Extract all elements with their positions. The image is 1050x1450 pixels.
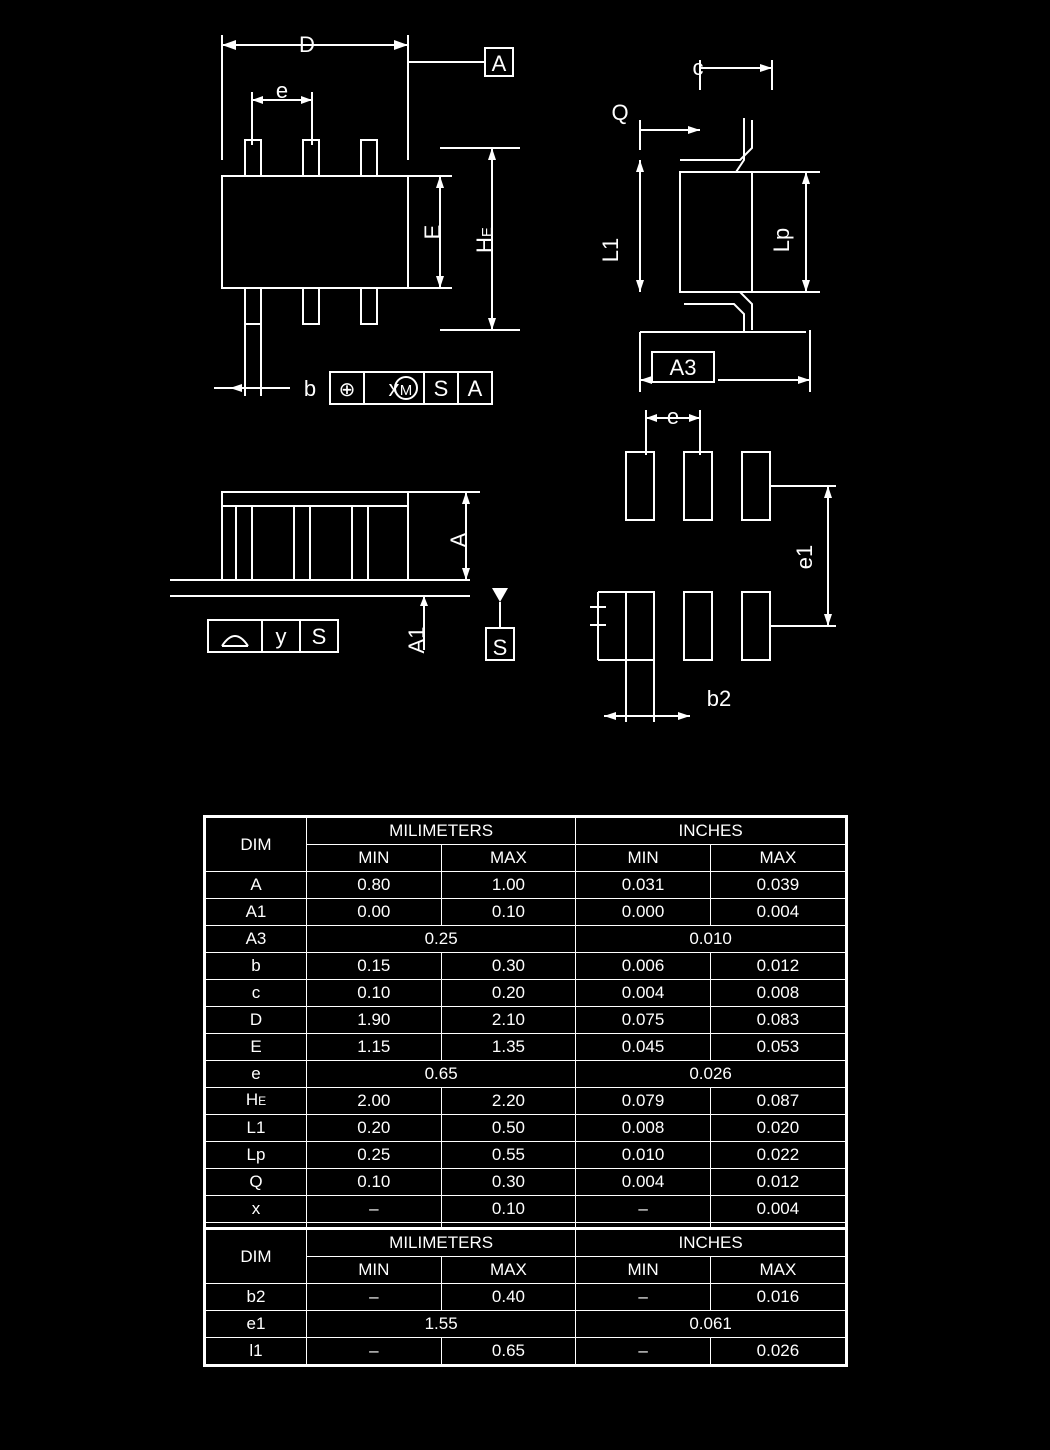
cell-mm-min: 0.20 xyxy=(307,1115,442,1142)
cell-mm-min: 1.90 xyxy=(307,1007,442,1034)
cell-dim: E xyxy=(206,1034,307,1061)
cell-mm-min: – xyxy=(307,1196,442,1223)
cell-mm-max: 2.20 xyxy=(441,1088,576,1115)
header-inches: INCHES xyxy=(576,818,845,845)
cell-mm-max: 0.10 xyxy=(441,899,576,926)
cell-in-min: 0.006 xyxy=(576,953,711,980)
label-S-right: S xyxy=(492,635,508,660)
fcs-tolerance-x: x xyxy=(388,376,400,401)
cell-mm-min: – xyxy=(307,1338,442,1365)
table-row xyxy=(206,980,845,1007)
cell-dim: c xyxy=(206,980,307,1007)
header-mm-max: MAX xyxy=(441,1257,576,1284)
cell-dim: b xyxy=(206,953,307,980)
fcs-datum-a: A xyxy=(467,376,483,401)
cell-mm-min: 2.00 xyxy=(307,1088,442,1115)
cell-in-value: 0.010 xyxy=(576,926,845,953)
label-Lp: Lp xyxy=(769,227,794,253)
fcs-datum-s: S xyxy=(433,376,449,401)
label-A3: A3 xyxy=(669,355,697,380)
cell-mm-max: 0.10 xyxy=(441,1196,576,1223)
cell-mm-min: 0.10 xyxy=(307,1169,442,1196)
header-mm-max: MAX xyxy=(441,845,576,872)
cell-dim: HE xyxy=(206,1088,307,1115)
cell-in-min: 0.045 xyxy=(576,1034,711,1061)
table-header-row xyxy=(206,818,845,845)
cell-in-min: 0.010 xyxy=(576,1142,711,1169)
fcs-symbol: ⊕ xyxy=(338,379,356,401)
cell-in-max: 0.020 xyxy=(710,1115,845,1142)
table-row xyxy=(206,1142,845,1169)
label-e1: e1 xyxy=(792,544,817,570)
cell-dim: Q xyxy=(206,1169,307,1196)
table-row xyxy=(206,1311,845,1338)
header-in-min: MIN xyxy=(576,1257,711,1284)
table-row xyxy=(206,1169,845,1196)
cell-in-min: 0.004 xyxy=(576,980,711,1007)
cell-mm-max: 0.30 xyxy=(441,1169,576,1196)
table-row xyxy=(206,872,845,899)
label-S-left: S xyxy=(311,624,327,649)
label-L1: L1 xyxy=(598,237,623,263)
label-y: y xyxy=(275,624,287,649)
label-HE: HE xyxy=(472,227,497,253)
cell-dim: A3 xyxy=(206,926,307,953)
header-dim: DIM xyxy=(206,818,307,872)
table-row xyxy=(206,899,845,926)
footprint-dimensions-table xyxy=(203,1227,848,1367)
label-Q: Q xyxy=(611,100,629,125)
cell-mm-min: 0.25 xyxy=(307,1142,442,1169)
main-dimensions-table xyxy=(203,815,848,1252)
label-b: b xyxy=(303,376,317,401)
table-row xyxy=(206,926,845,953)
cell-mm-max: 1.35 xyxy=(441,1034,576,1061)
cell-mm-max: 2.10 xyxy=(441,1007,576,1034)
header-mm-min: MIN xyxy=(307,1257,442,1284)
cell-in-max: 0.053 xyxy=(710,1034,845,1061)
label-D: D xyxy=(299,32,315,57)
table-row xyxy=(206,1034,845,1061)
header-mm-min: MIN xyxy=(307,845,442,872)
table-row xyxy=(206,1284,845,1311)
table-row xyxy=(206,1115,845,1142)
header-in-min: MIN xyxy=(576,845,711,872)
cell-in-max: 0.008 xyxy=(710,980,845,1007)
cell-mm-value: 0.25 xyxy=(307,926,576,953)
label-b2: b2 xyxy=(706,686,732,711)
header-millimeters: MILIMETERS xyxy=(307,818,576,845)
cell-in-max: 0.026 xyxy=(710,1338,845,1365)
cell-in-max: 0.083 xyxy=(710,1007,845,1034)
cell-in-min: 0.031 xyxy=(576,872,711,899)
label-e-top: e xyxy=(275,78,289,103)
cell-in-max: 0.022 xyxy=(710,1142,845,1169)
cell-in-value: 0.061 xyxy=(576,1311,845,1338)
label-datum-A: A xyxy=(491,51,507,76)
cell-dim: A xyxy=(206,872,307,899)
label-E: E xyxy=(420,224,445,240)
table-row xyxy=(206,953,845,980)
cell-in-max: 0.016 xyxy=(710,1284,845,1311)
cell-mm-min: – xyxy=(307,1284,442,1311)
cell-mm-max: 1.00 xyxy=(441,872,576,899)
label-c: c xyxy=(692,55,704,80)
cell-in-max: 0.012 xyxy=(710,1169,845,1196)
table-row xyxy=(206,1196,845,1223)
cell-in-min: 0.079 xyxy=(576,1088,711,1115)
fcs-modifier-m: M xyxy=(399,382,413,399)
table-row xyxy=(206,1061,845,1088)
table-row xyxy=(206,1007,845,1034)
label-A1-side: A1 xyxy=(404,626,429,654)
cell-dim: l1 xyxy=(206,1338,307,1365)
cell-in-min: – xyxy=(576,1196,711,1223)
cell-mm-max: 0.20 xyxy=(441,980,576,1007)
label-A-side: A xyxy=(446,532,471,548)
cell-mm-min: 0.15 xyxy=(307,953,442,980)
cell-in-min: 0.075 xyxy=(576,1007,711,1034)
cell-in-value: 0.026 xyxy=(576,1061,845,1088)
cell-in-max: 0.004 xyxy=(710,1196,845,1223)
cell-mm-max: 0.40 xyxy=(441,1284,576,1311)
cell-mm-max: 0.55 xyxy=(441,1142,576,1169)
header-in-max: MAX xyxy=(710,1257,845,1284)
cell-in-max: 0.087 xyxy=(710,1088,845,1115)
cell-mm-min: 0.00 xyxy=(307,899,442,926)
cell-mm-min: 0.10 xyxy=(307,980,442,1007)
header-millimeters: MILIMETERS xyxy=(307,1230,576,1257)
cell-dim: Lp xyxy=(206,1142,307,1169)
label-e-right: e xyxy=(666,404,680,429)
table-row xyxy=(206,1338,845,1365)
cell-dim: D xyxy=(206,1007,307,1034)
table-row xyxy=(206,1088,845,1115)
cell-in-min: 0.004 xyxy=(576,1169,711,1196)
cell-dim: e xyxy=(206,1061,307,1088)
cell-in-min: – xyxy=(576,1338,711,1365)
cell-mm-max: 0.50 xyxy=(441,1115,576,1142)
cell-in-max: 0.039 xyxy=(710,872,845,899)
header-dim: DIM xyxy=(206,1230,307,1284)
cell-mm-value: 1.55 xyxy=(307,1311,576,1338)
cell-in-min: 0.008 xyxy=(576,1115,711,1142)
cell-dim: A1 xyxy=(206,899,307,926)
header-inches: INCHES xyxy=(576,1230,845,1257)
header-in-max: MAX xyxy=(710,845,845,872)
table-header-row xyxy=(206,1230,845,1257)
cell-in-max: 0.004 xyxy=(710,899,845,926)
cell-in-min: – xyxy=(576,1284,711,1311)
cell-dim: e1 xyxy=(206,1311,307,1338)
cell-mm-min: 1.15 xyxy=(307,1034,442,1061)
cell-mm-max: 0.65 xyxy=(441,1338,576,1365)
cell-mm-min: 0.80 xyxy=(307,872,442,899)
cell-mm-value: 0.65 xyxy=(307,1061,576,1088)
cell-in-min: 0.000 xyxy=(576,899,711,926)
cell-dim: L1 xyxy=(206,1115,307,1142)
cell-dim: x xyxy=(206,1196,307,1223)
cell-mm-max: 0.30 xyxy=(441,953,576,980)
cell-in-max: 0.012 xyxy=(710,953,845,980)
cell-dim: b2 xyxy=(206,1284,307,1311)
